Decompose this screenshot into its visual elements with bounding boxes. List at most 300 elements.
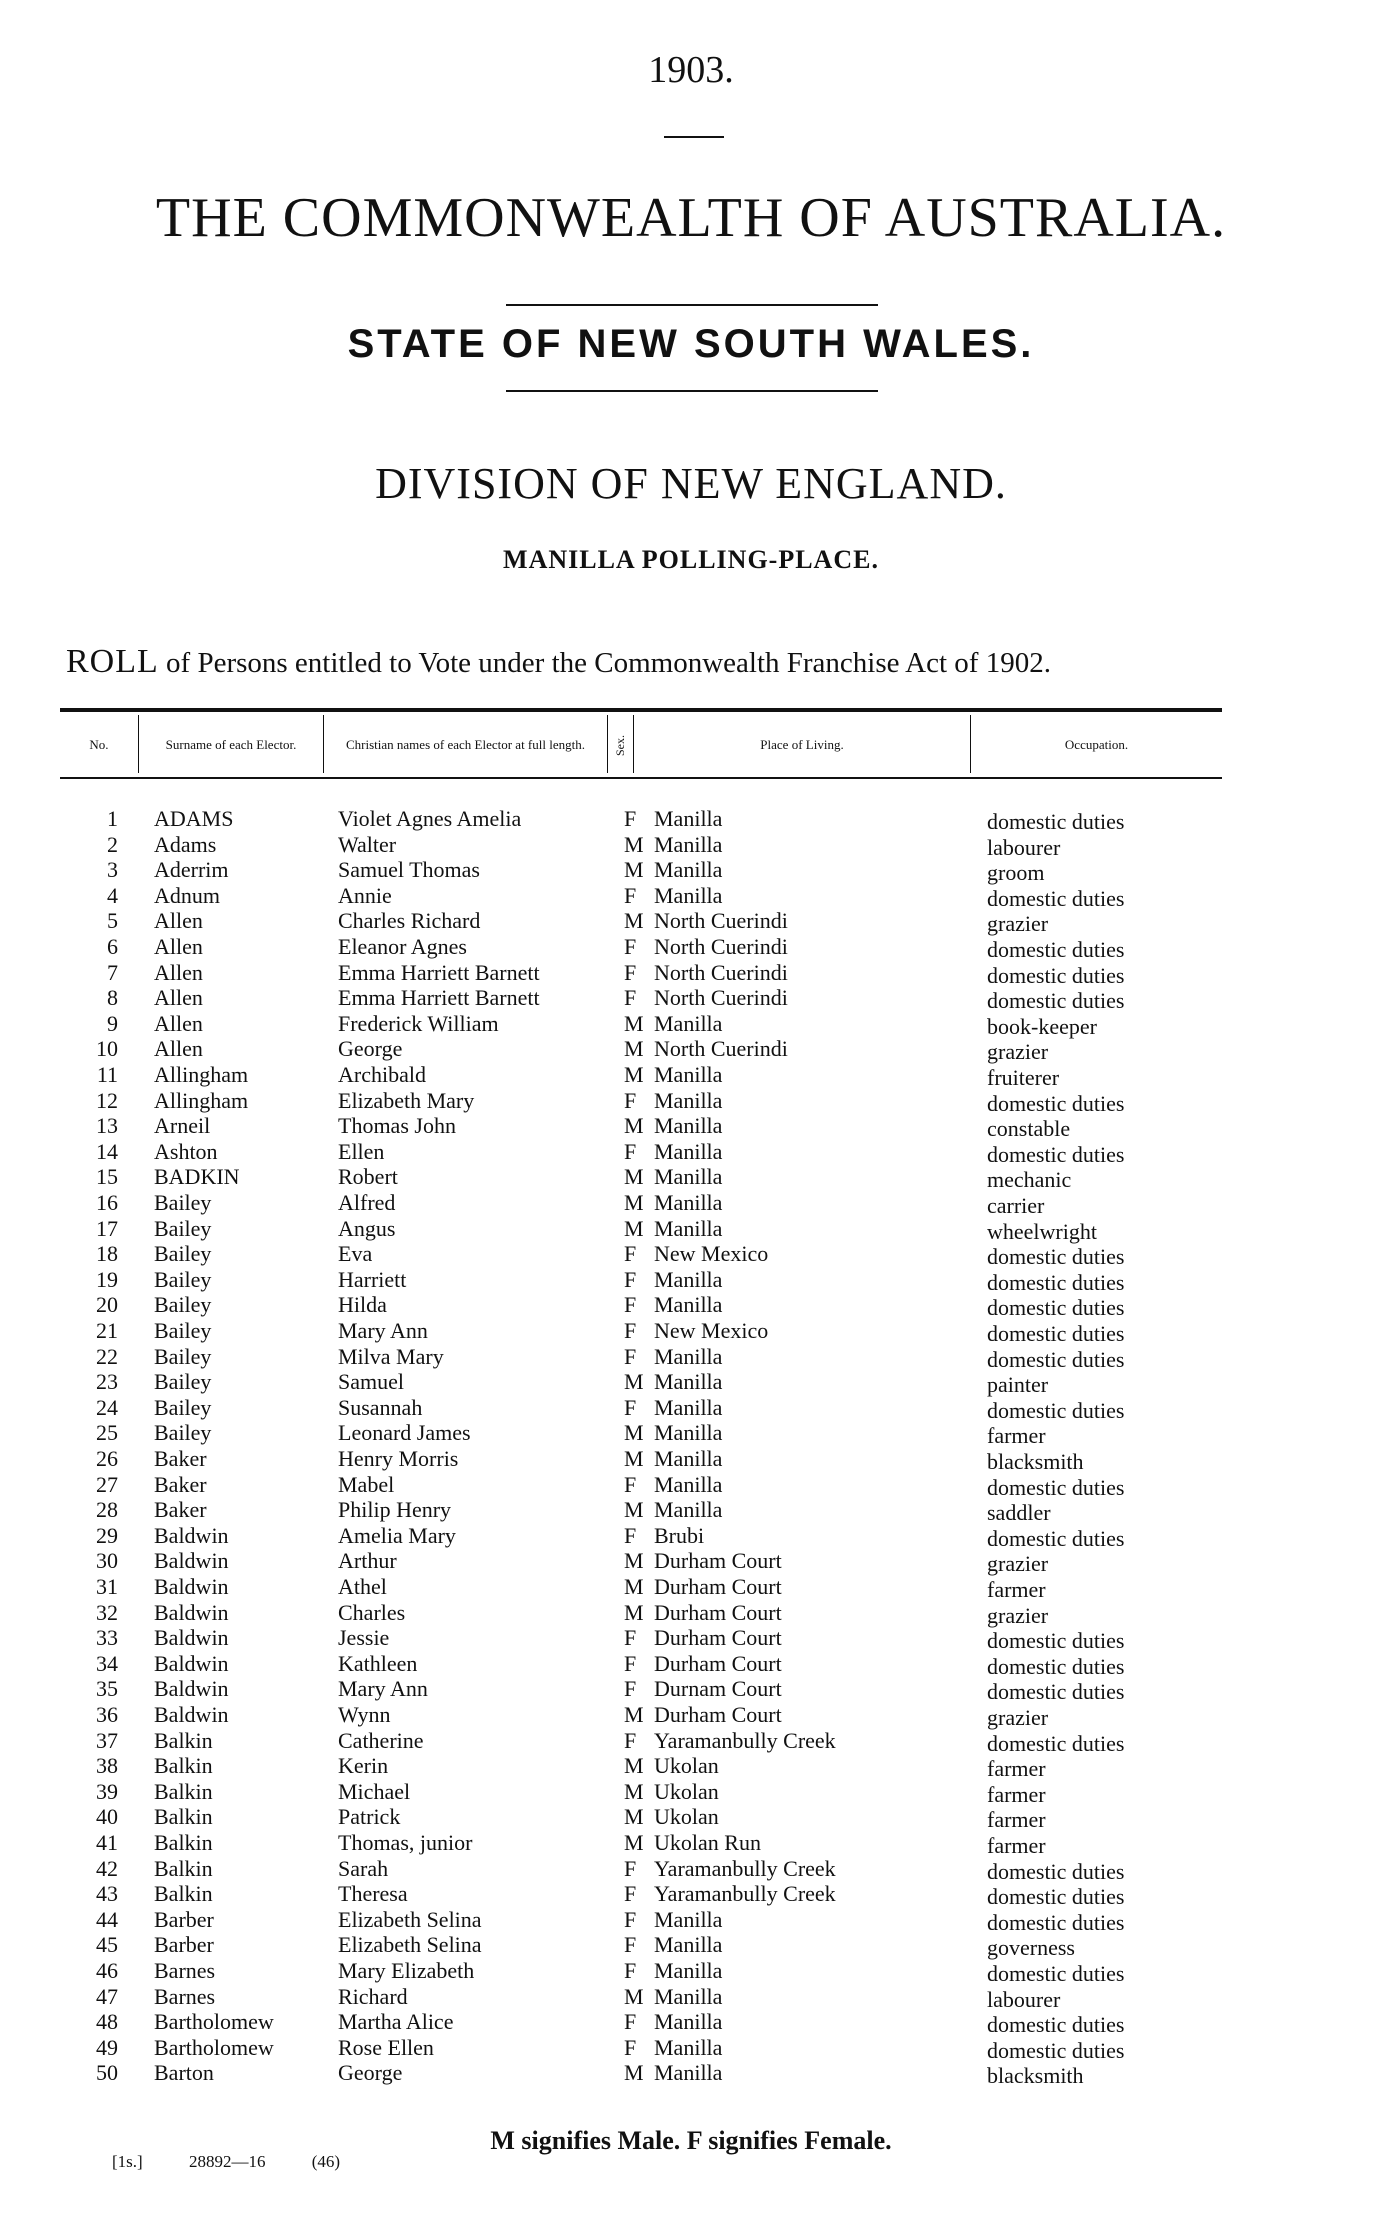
elector-surname: Bailey	[154, 1369, 212, 1395]
elector-place-of-living: Durham Court	[654, 1574, 782, 1599]
table-row	[0, 1420, 1382, 1449]
table-row	[0, 1395, 1382, 1421]
elector-occupation: domestic duties	[987, 1730, 1125, 1756]
elector-occupation: domestic duties	[987, 809, 1125, 834]
elector-christian-names: Robert	[338, 1164, 398, 1190]
elector-place-of-living: Manilla	[654, 1343, 723, 1369]
elector-sex: M	[624, 857, 644, 883]
elector-christian-names: Walter	[338, 831, 397, 857]
elector-sex: F	[624, 1650, 637, 1676]
column-header-christian-names: Christian names of each Elector at full length.	[346, 737, 585, 752]
elector-number: 28	[96, 1497, 118, 1523]
elector-occupation: blacksmith	[987, 1449, 1084, 1474]
table-row	[0, 1932, 1382, 1961]
elector-christian-names: Violet Agnes Amelia	[338, 806, 522, 831]
table-row	[0, 1344, 1382, 1370]
elector-place-of-living: New Mexico	[654, 1318, 769, 1343]
column-header-place: Place of Living.	[760, 737, 844, 752]
elector-number: 22	[96, 1343, 118, 1369]
price: [1s.]	[112, 2152, 143, 2171]
elector-occupation: domestic duties	[987, 1525, 1125, 1551]
elector-occupation: domestic duties	[987, 1858, 1125, 1884]
elector-occupation: domestic duties	[987, 1346, 1125, 1372]
table-row	[0, 1548, 1382, 1577]
elector-number: 3	[107, 857, 118, 883]
table-row	[0, 1164, 1382, 1193]
elector-occupation: domestic duties	[987, 1397, 1125, 1423]
elector-sex: M	[624, 1753, 644, 1779]
elector-occupation: grazier	[987, 1551, 1049, 1577]
elector-surname: Baker	[154, 1471, 207, 1497]
elector-sex: M	[624, 1804, 644, 1830]
elector-christian-names: Frederick William	[338, 1010, 499, 1036]
elector-place-of-living: Durnam Court	[654, 1676, 782, 1702]
table-row	[0, 1958, 1382, 1984]
elector-number: 40	[96, 1804, 118, 1830]
elector-surname: Bailey	[154, 1292, 212, 1318]
elector-surname: Baldwin	[154, 1676, 229, 1702]
elector-occupation: domestic duties	[987, 1295, 1125, 1321]
elector-place-of-living: Manilla	[654, 1292, 723, 1318]
elector-place-of-living: Manilla	[654, 1958, 723, 1983]
elector-number: 43	[96, 1881, 118, 1907]
elector-surname: Balkin	[154, 1727, 213, 1753]
roll-word: ROLL	[66, 643, 159, 680]
elector-christian-names: Charles Richard	[338, 908, 481, 934]
elector-sex: F	[624, 1343, 637, 1369]
elector-number: 6	[107, 934, 118, 959]
elector-place-of-living: Manilla	[654, 1446, 723, 1471]
table-row	[0, 908, 1382, 937]
table-row	[0, 1625, 1382, 1654]
elector-occupation: domestic duties	[987, 1269, 1125, 1295]
elector-christian-names: Theresa	[338, 1881, 408, 1907]
table-row	[0, 1497, 1382, 1526]
table-row	[0, 1753, 1382, 1782]
elector-surname: Barber	[154, 1906, 214, 1932]
table-row	[0, 857, 1382, 886]
elector-surname: Bailey	[154, 1241, 212, 1267]
elector-place-of-living: Manilla	[654, 1010, 723, 1036]
elector-number: 7	[107, 959, 118, 985]
elector-sex: F	[624, 934, 637, 959]
elector-number: 37	[96, 1727, 118, 1753]
table-row	[0, 1446, 1382, 1472]
table-row	[0, 2035, 1382, 2061]
table-row	[0, 1984, 1382, 2010]
elector-place-of-living: Manilla	[654, 831, 723, 857]
elector-christian-names: Eva	[338, 1241, 373, 1267]
elector-occupation: labourer	[987, 834, 1061, 860]
elector-surname: Balkin	[154, 1804, 213, 1830]
elector-sex: M	[624, 1062, 644, 1087]
elector-christian-names: Ellen	[338, 1138, 385, 1164]
table-row	[0, 1062, 1382, 1088]
elector-sex: F	[624, 1394, 637, 1420]
elector-surname: Allen	[154, 959, 203, 985]
elector-christian-names: Mary Ann	[338, 1676, 428, 1702]
elector-christian-names: Catherine	[338, 1727, 424, 1753]
elector-sex: F	[624, 2009, 637, 2035]
state-rule-bottom	[506, 390, 878, 392]
elector-sex: F	[624, 1881, 637, 1907]
table-row	[0, 1523, 1382, 1549]
elector-sex: M	[624, 1010, 644, 1036]
elector-sex: F	[624, 1292, 637, 1318]
elector-sex: F	[624, 1138, 637, 1164]
elector-christian-names: Rose Ellen	[338, 2034, 434, 2060]
elector-christian-names: Emma Harriett Barnett	[338, 985, 540, 1011]
elector-surname: Allingham	[154, 1062, 249, 1087]
elector-number: 19	[96, 1266, 118, 1292]
elector-occupation: constable	[987, 1116, 1071, 1142]
table-row	[0, 1676, 1382, 1705]
elector-surname: Arneil	[154, 1113, 211, 1139]
division-title: DIVISION OF NEW ENGLAND.	[375, 459, 1007, 508]
table-row	[0, 1113, 1382, 1142]
elector-number: 50	[96, 2060, 118, 2086]
elector-occupation: groom	[987, 860, 1045, 886]
elector-sex: M	[624, 1446, 644, 1471]
elector-occupation: domestic duties	[987, 1884, 1125, 1910]
elector-surname: Bartholomew	[154, 2009, 274, 2035]
elector-christian-names: Jessie	[338, 1625, 390, 1651]
elector-surname: Allen	[154, 1010, 203, 1036]
elector-christian-names: Samuel Thomas	[338, 857, 480, 883]
elector-christian-names: Samuel	[338, 1369, 404, 1395]
roll-year: 1903.	[648, 49, 734, 91]
elector-christian-names: Charles	[338, 1599, 406, 1625]
elector-occupation: blacksmith	[987, 2063, 1084, 2089]
elector-surname: Bailey	[154, 1266, 212, 1292]
table-row	[0, 1216, 1382, 1242]
elector-sex: M	[624, 908, 644, 934]
elector-occupation: grazier	[987, 1602, 1049, 1628]
elector-christian-names: Angus	[338, 1215, 396, 1241]
table-row	[0, 1267, 1382, 1293]
elector-place-of-living: Manilla	[654, 1369, 723, 1395]
table-row	[0, 1011, 1382, 1037]
elector-sex: M	[624, 1036, 644, 1062]
column-header-sex	[609, 728, 631, 762]
elector-surname: Bailey	[154, 1420, 212, 1446]
elector-number: 4	[107, 882, 118, 908]
elector-occupation: painter	[987, 1372, 1049, 1398]
elector-place-of-living: Manilla	[654, 1420, 723, 1446]
elector-sex: F	[624, 882, 637, 908]
elector-sex: M	[624, 1830, 644, 1855]
elector-number: 44	[96, 1906, 118, 1932]
elector-place-of-living: Durham Court	[654, 1599, 782, 1625]
elector-place-of-living: Manilla	[654, 1266, 723, 1292]
elector-number: 12	[96, 1087, 118, 1113]
elector-surname: Balkin	[154, 1778, 213, 1804]
elector-number: 21	[96, 1318, 118, 1343]
polling-place-title: MANILLA POLLING-PLACE.	[503, 545, 879, 574]
elector-occupation: book-keeper	[987, 1013, 1097, 1039]
table-row	[0, 1779, 1382, 1805]
elector-occupation: domestic duties	[987, 2012, 1125, 2038]
elector-place-of-living: Manilla	[654, 1215, 723, 1241]
elector-occupation: saddler	[987, 1500, 1051, 1526]
elector-occupation: grazier	[987, 911, 1049, 937]
elector-occupation: domestic duties	[987, 1909, 1125, 1935]
table-row	[0, 883, 1382, 909]
elector-surname: Baldwin	[154, 1574, 229, 1599]
elector-occupation: labourer	[987, 1986, 1061, 2012]
column-header-sex-label: Sex.	[612, 734, 627, 756]
elector-surname: Bailey	[154, 1318, 212, 1343]
elector-occupation: farmer	[987, 1781, 1046, 1807]
elector-surname: Bailey	[154, 1394, 212, 1420]
elector-occupation: domestic duties	[987, 1474, 1125, 1500]
elector-occupation: domestic duties	[987, 988, 1125, 1014]
table-row	[0, 1856, 1382, 1882]
table-row	[0, 985, 1382, 1014]
elector-sex: M	[624, 1113, 644, 1139]
elector-number: 14	[96, 1138, 118, 1164]
elector-sex: F	[624, 1906, 637, 1932]
elector-number: 34	[96, 1650, 118, 1676]
elector-place-of-living: Manilla	[654, 1932, 723, 1958]
elector-occupation: farmer	[987, 1833, 1046, 1858]
elector-occupation: farmer	[987, 1756, 1046, 1782]
table-row	[0, 1318, 1382, 1344]
elector-christian-names: Harriett	[338, 1266, 407, 1292]
table-row	[0, 1728, 1382, 1754]
elector-sex: F	[624, 1855, 637, 1881]
elector-sex: M	[624, 1190, 644, 1215]
document-title: THE COMMONWEALTH OF AUSTRALIA.	[155, 187, 1227, 249]
elector-number: 32	[96, 1599, 118, 1625]
elector-place-of-living: Ukolan	[654, 1804, 719, 1830]
elector-surname: Bailey	[154, 1190, 212, 1215]
elector-occupation: grazier	[987, 1705, 1049, 1730]
elector-number: 15	[96, 1164, 118, 1190]
elector-surname: BADKIN	[154, 1164, 240, 1190]
elector-place-of-living: Ukolan	[654, 1753, 719, 1779]
column-header-occupation: Occupation.	[1064, 737, 1129, 752]
elector-christian-names: Alfred	[338, 1190, 396, 1215]
elector-christian-names: Hilda	[338, 1292, 387, 1318]
elector-place-of-living: Manilla	[654, 857, 723, 883]
elector-christian-names: Emma Harriett Barnett	[338, 959, 540, 985]
elector-christian-names: Eleanor Agnes	[338, 934, 467, 959]
elector-occupation: domestic duties	[987, 962, 1125, 988]
elector-surname: Allingham	[154, 1087, 249, 1113]
elector-number: 20	[96, 1292, 118, 1318]
elector-surname: Balkin	[154, 1830, 213, 1855]
elector-number: 29	[96, 1522, 118, 1548]
elector-place-of-living: Ukolan Run	[654, 1830, 761, 1855]
elector-occupation: carrier	[987, 1193, 1045, 1218]
elector-sex: F	[624, 806, 637, 831]
elector-number: 9	[107, 1010, 118, 1036]
elector-place-of-living: Yaramanbully Creek	[654, 1855, 836, 1881]
elector-sex: M	[624, 1420, 644, 1446]
elector-occupation: domestic duties	[987, 885, 1125, 911]
elector-christian-names: Thomas John	[338, 1113, 456, 1139]
table-row	[0, 1830, 1382, 1856]
elector-occupation: governess	[987, 1935, 1075, 1961]
elector-sex: M	[624, 1548, 644, 1574]
elector-number: 16	[96, 1190, 118, 1215]
elector-occupation: farmer	[987, 1807, 1046, 1833]
sex-footnote: M signifies Male. F signifies Female.	[490, 2126, 892, 2155]
elector-christian-names: Philip Henry	[338, 1497, 452, 1523]
elector-christian-names: George	[338, 2060, 403, 2086]
elector-sex: F	[624, 1522, 637, 1548]
elector-occupation: domestic duties	[987, 1244, 1125, 1270]
elector-surname: Bailey	[154, 1215, 212, 1241]
table-row	[0, 1702, 1382, 1728]
elector-place-of-living: North Cuerindi	[654, 959, 788, 985]
elector-christian-names: Mary Ann	[338, 1318, 428, 1343]
table-row	[0, 832, 1382, 858]
elector-number: 23	[96, 1369, 118, 1395]
elector-sex: M	[624, 1497, 644, 1523]
elector-number: 13	[96, 1113, 118, 1139]
elector-place-of-living: Manilla	[654, 882, 723, 908]
elector-surname: ADAMS	[154, 806, 234, 831]
column-header-no: No.	[89, 737, 109, 752]
elector-sex: M	[624, 1369, 644, 1395]
table-row	[0, 1088, 1382, 1114]
elector-christian-names: Patrick	[338, 1804, 401, 1830]
elector-occupation: domestic duties	[987, 1141, 1125, 1167]
elector-place-of-living: Durham Court	[654, 1702, 782, 1727]
roll-description-text: of Persons entitled to Vote under the Commonwealth Franchise Act of 1902.	[158, 647, 1051, 679]
elector-surname: Baldwin	[154, 1702, 229, 1727]
elector-occupation: farmer	[987, 1423, 1046, 1449]
elector-sex: M	[624, 1574, 644, 1599]
elector-number: 10	[96, 1036, 118, 1062]
elector-surname: Baldwin	[154, 1599, 229, 1625]
elector-surname: Allen	[154, 908, 203, 934]
elector-occupation: domestic duties	[987, 1628, 1125, 1654]
elector-occupation: wheelwright	[987, 1218, 1097, 1244]
elector-occupation: farmer	[987, 1577, 1046, 1602]
elector-surname: Baker	[154, 1446, 207, 1471]
elector-number: 11	[96, 1062, 118, 1087]
elector-christian-names: Sarah	[338, 1855, 389, 1881]
elector-place-of-living: Manilla	[654, 1138, 723, 1164]
table-row	[0, 960, 1382, 986]
table-row	[0, 1881, 1382, 1910]
elector-place-of-living: Manilla	[654, 2009, 723, 2035]
elector-place-of-living: Manilla	[654, 1190, 723, 1215]
elector-place-of-living: Manilla	[654, 806, 723, 831]
elector-number: 46	[96, 1958, 118, 1983]
elector-christian-names: Susannah	[338, 1394, 423, 1420]
year-rule	[664, 136, 724, 138]
elector-number: 26	[96, 1446, 118, 1471]
elector-place-of-living: Durham Court	[654, 1548, 782, 1574]
elector-christian-names: Athel	[338, 1574, 387, 1599]
elector-sex: F	[624, 2034, 637, 2060]
print-number: 28892—16	[188, 2152, 266, 2171]
elector-occupation: domestic duties	[987, 937, 1125, 962]
elector-occupation: grazier	[987, 1039, 1049, 1065]
elector-place-of-living: Durham Court	[654, 1650, 782, 1676]
elector-place-of-living: Manilla	[654, 1087, 723, 1113]
elector-number: 1	[107, 806, 118, 831]
table-row	[0, 1472, 1382, 1498]
elector-christian-names: Elizabeth Selina	[338, 1906, 482, 1932]
table-row	[0, 1804, 1382, 1833]
table-row	[0, 2060, 1382, 2089]
elector-sex: M	[624, 831, 644, 857]
elector-occupation: domestic duties	[987, 1090, 1125, 1116]
elector-place-of-living: North Cuerindi	[654, 908, 788, 934]
elector-surname: Bartholomew	[154, 2034, 274, 2060]
elector-christian-names: Wynn	[338, 1702, 391, 1727]
elector-number: 39	[96, 1778, 118, 1804]
elector-place-of-living: North Cuerindi	[654, 985, 788, 1011]
elector-christian-names: Leonard James	[338, 1420, 471, 1446]
table-row	[0, 934, 1382, 960]
elector-sex: F	[624, 1625, 637, 1651]
elector-number: 24	[96, 1394, 118, 1420]
elector-number: 31	[96, 1574, 118, 1599]
table-row	[0, 1574, 1382, 1600]
elector-sex: M	[624, 1215, 644, 1241]
elector-place-of-living: Yaramanbully Creek	[654, 1881, 836, 1907]
elector-occupation: domestic duties	[987, 1653, 1125, 1679]
elector-surname: Aderrim	[154, 857, 229, 883]
elector-surname: Adnum	[154, 882, 220, 908]
elector-number: 33	[96, 1625, 118, 1651]
elector-christian-names: Henry Morris	[338, 1446, 459, 1471]
elector-surname: Baldwin	[154, 1522, 229, 1548]
elector-number: 45	[96, 1932, 118, 1958]
elector-surname: Allen	[154, 934, 203, 959]
table-row	[0, 1036, 1382, 1065]
elector-surname: Ashton	[154, 1138, 218, 1164]
elector-occupation: fruiterer	[987, 1065, 1060, 1090]
elector-occupation: domestic duties	[987, 2037, 1125, 2063]
elector-place-of-living: New Mexico	[654, 1241, 769, 1267]
elector-surname: Balkin	[154, 1855, 213, 1881]
elector-christian-names: Martha Alice	[338, 2009, 454, 2035]
elector-surname: Baldwin	[154, 1650, 229, 1676]
elector-occupation: domestic duties	[987, 1321, 1125, 1346]
elector-surname: Barnes	[154, 1983, 216, 2009]
column-header-surname: Surname of each Elector.	[165, 737, 297, 752]
elector-christian-names: Milva Mary	[338, 1343, 444, 1369]
elector-sex: F	[624, 1318, 637, 1343]
table-row	[0, 2009, 1382, 2038]
elector-sex: M	[624, 2060, 644, 2086]
page-number: (46)	[311, 2152, 341, 2171]
elector-surname: Bailey	[154, 1343, 212, 1369]
elector-sex: F	[624, 1471, 637, 1497]
elector-sex: M	[624, 1599, 644, 1625]
elector-surname: Baker	[154, 1497, 207, 1523]
elector-christian-names: George	[338, 1036, 403, 1062]
elector-christian-names: Mary Elizabeth	[338, 1958, 475, 1983]
elector-number: 25	[96, 1420, 118, 1446]
state-rule-top	[506, 304, 878, 306]
elector-christian-names: Archibald	[338, 1062, 426, 1087]
table-row	[0, 806, 1382, 832]
elector-number: 38	[96, 1753, 118, 1779]
elector-number: 2	[107, 831, 118, 857]
elector-surname: Barton	[154, 2060, 214, 2086]
table-row	[0, 1139, 1382, 1165]
table-row	[0, 1600, 1382, 1626]
elector-number: 30	[96, 1548, 118, 1574]
